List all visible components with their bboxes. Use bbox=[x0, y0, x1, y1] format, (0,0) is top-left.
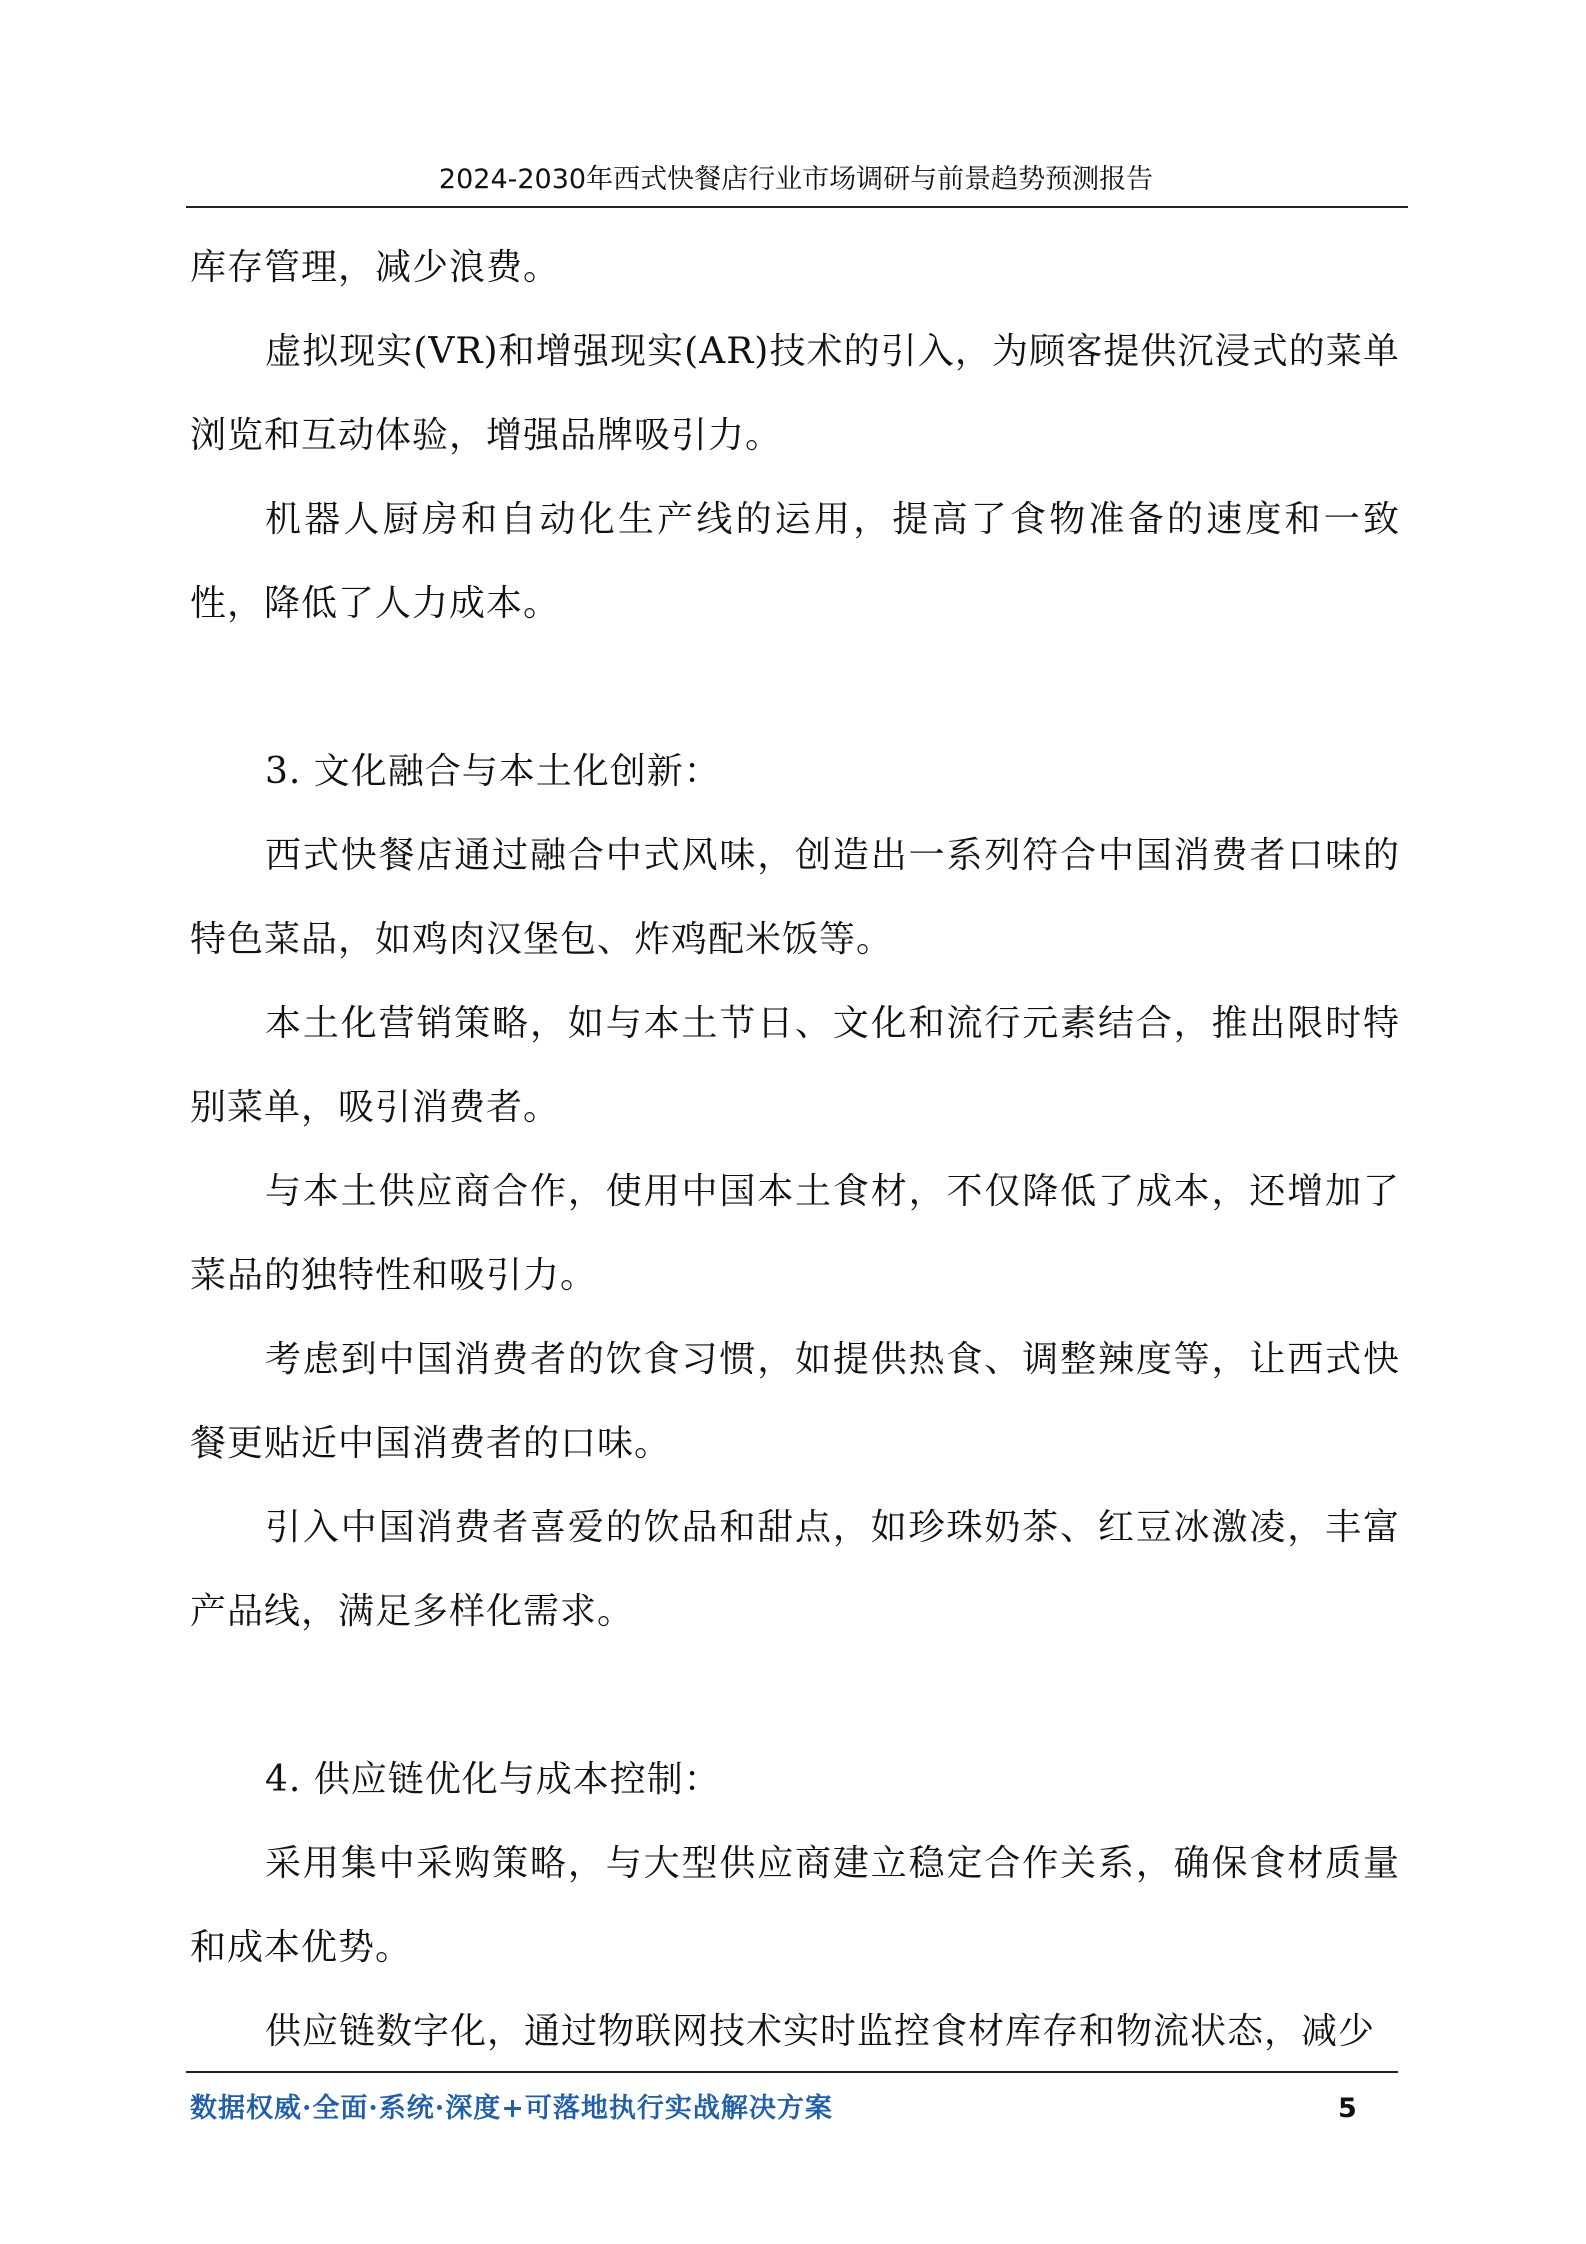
section-heading-3: 3. 文化融合与本土化创新： bbox=[265, 751, 721, 792]
header-divider bbox=[186, 206, 1408, 208]
paragraph-local-marketing: 本土化营销策略，如与本土节日、文化和流行元素结合，推出限时特别菜单，吸引消费者。 bbox=[190, 1003, 1400, 1128]
footer-slogan: 数据权威·全面·系统·深度+可落地执行实战解决方案 bbox=[190, 2093, 833, 2124]
section-spacer bbox=[190, 1654, 1400, 1738]
paragraph-supply-digitalization: 供应链数字化，通过物联网技术实时监控食材库存和物流状态，减少 bbox=[265, 2011, 1376, 2052]
paragraph-drinks-desserts: 引入中国消费者喜爱的饮品和甜点，如珍珠奶茶、红豆冰激凌，丰富产品线，满足多样化需求。 bbox=[190, 1507, 1400, 1632]
section-spacer bbox=[190, 646, 1400, 730]
document-body bbox=[190, 226, 1400, 2074]
paragraph-vr-ar: 虚拟现实(VR)和增强现实(AR)技术的引入，为顾客提供沉浸式的菜单浏览和互动体验，增强品牌吸引力。 bbox=[190, 331, 1400, 456]
paragraph-continuation: 库存管理，减少浪费。 bbox=[190, 247, 561, 288]
paragraph-central-procurement: 采用集中采购策略，与大型供应商建立稳定合作关系，确保食材质量和成本优势。 bbox=[190, 1843, 1400, 1968]
paragraph-local-suppliers: 与本土供应商合作，使用中国本土食材，不仅降低了成本，还增加了菜品的独特性和吸引力。 bbox=[190, 1171, 1400, 1296]
paragraph-eating-habits: 考虑到中国消费者的饮食习惯，如提供热食、调整辣度等，让西式快餐更贴近中国消费者的口味。 bbox=[190, 1339, 1400, 1464]
section-heading-4: 4. 供应链优化与成本控制： bbox=[265, 1759, 721, 1800]
paragraph-robot-kitchen: 机器人厨房和自动化生产线的运用，提高了食物准备的速度和一致性，降低了人力成本。 bbox=[190, 499, 1400, 624]
paragraph-chinese-flavor: 西式快餐店通过融合中式风味，创造出一系列符合中国消费者口味的特色菜品，如鸡肉汉堡包、炸鸡配米饭等。 bbox=[190, 835, 1400, 960]
footer-divider bbox=[186, 2071, 1398, 2073]
page-number: 5 bbox=[1338, 2093, 1357, 2124]
header-title: 2024-2030年西式快餐店行业市场调研与前景趋势预测报告 bbox=[438, 164, 1154, 195]
